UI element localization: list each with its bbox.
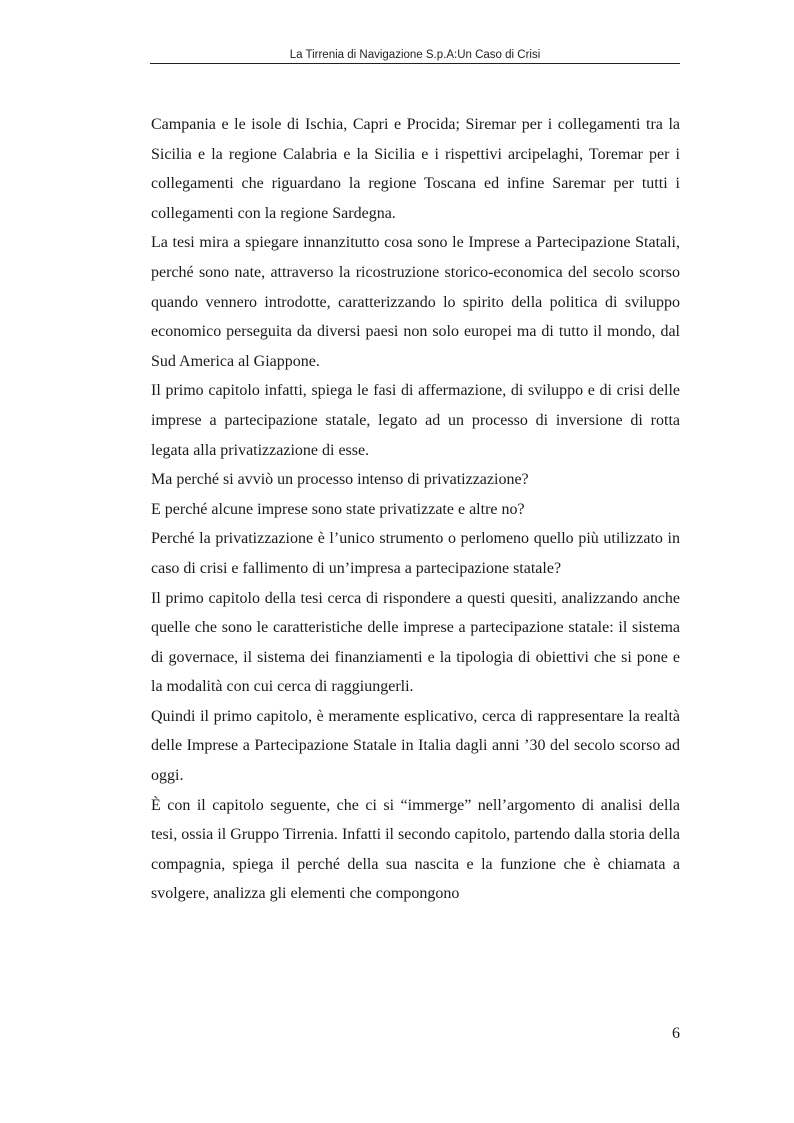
paragraph-7: Il primo capitolo della tesi cerca di rispondere a questi quesiti, analizzando anche quelle che sono le caratteristiche delle imprese a partecipazione statale: il sistema di governace, il sistema dei finanziamenti e la tipologia di obiettivi che si pone e la modalità con cui cerca di raggiungerli. xyxy=(151,589,680,696)
paragraph-2: La tesi mira a spiegare innanzitutto cosa sono le Imprese a Partecipazione Statali, perché sono nate, attraverso la ricostruzione storico-economica del secolo scorso quando vennero introdotte, caratterizzando lo spirito della politica di sviluppo economico perseguita da diversi paesi non solo europei ma di tutto il mondo, dal Sud America al Giappone. xyxy=(151,234,680,370)
paragraph-3: Il primo capitolo infatti, spiega le fasi di affermazione, di sviluppo e di crisi delle imprese a partecipazione statale, legato ad un processo di inversione di rotta legata alla privatizzazione di esse. xyxy=(151,382,680,459)
paragraph-1: Campania e le isole di Ischia, Capri e Procida; Siremar per i collegamenti tra la Sicilia e la regione Calabria e la Sicilia e i rispettivi arcipelaghi, Toremar per i collegamenti che riguardano la regione Toscana ed infine Saremar per tutti i collegamenti con la regione Sardegna. xyxy=(151,116,680,222)
paragraph-4: Ma perché si avviò un processo intenso di privatizzazione? xyxy=(151,471,529,489)
paragraph-6: Perché la privatizzazione è l’unico strumento o perlomeno quello più utilizzato in caso di crisi e fallimento di un’impresa a partecipazione statale? xyxy=(151,530,680,577)
paragraph-5: E perché alcune imprese sono state privatizzate e altre no? xyxy=(151,500,525,518)
running-header: La Tirrenia di Navigazione S.p.A:Un Caso di Crisi xyxy=(150,47,680,64)
body-text xyxy=(151,110,680,909)
paragraph-8: Quindi il primo capitolo, è meramente esplicativo, cerca di rappresentare la realtà delle Imprese a Partecipazione Statale in Italia dagli anni ’30 del secolo scorso ad oggi. xyxy=(151,707,680,785)
page-number: 6 xyxy=(672,1025,680,1042)
paragraph-9: È con il capitolo seguente, che ci si “immerge” nell’argomento di analisi della tesi, ossia il Gruppo Tirrenia. Infatti il secondo capitolo, partendo dalla storia della compagnia, spiega il perché della sua nascita e la funzione che è chiamata a svolgere, analizza gli elementi che compongono xyxy=(151,796,680,903)
